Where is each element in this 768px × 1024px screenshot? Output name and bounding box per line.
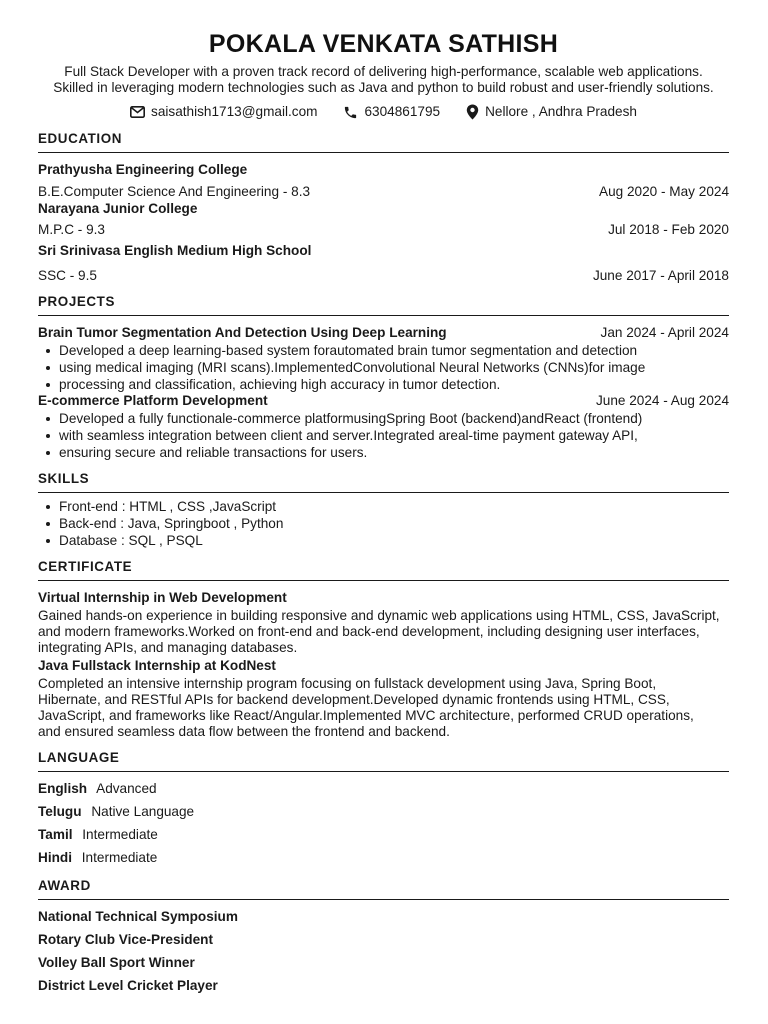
dates: Jul 2018 - Feb 2020	[608, 222, 729, 237]
contact-phone[interactable]	[343, 104, 440, 120]
projects-heading: PROJECTS	[38, 294, 729, 316]
education-item	[38, 243, 729, 284]
project-bullets	[38, 410, 729, 461]
description-line: Gained hands-on experience in building responsive and dynamic web applications using HTML, CSS, JavaScript,	[38, 608, 720, 623]
contact-location	[466, 104, 637, 120]
language-name: Tamil	[38, 827, 73, 842]
project-item	[38, 393, 729, 461]
contact-email[interactable]	[130, 104, 317, 120]
certificate-description	[38, 608, 729, 656]
candidate-name: POKALA VENKATA SATHISH	[208, 30, 559, 58]
school-name: Narayana Junior College	[38, 201, 198, 216]
award-section	[38, 909, 729, 994]
bullet-item: processing and classification, achieving high accuracy in tumor detection.	[38, 376, 729, 393]
language-name: Hindi	[38, 850, 72, 865]
description-line: JavaScript, and frameworks like React/Angular.Implemented MVC architecture, performed CRUD operations,	[38, 708, 694, 723]
map-pin-icon	[466, 104, 479, 120]
project-title-row	[38, 325, 729, 341]
language-heading: LANGUAGE	[38, 750, 729, 772]
project-title: Brain Tumor Segmentation And Detection Using Deep Learning	[38, 325, 447, 340]
language-item	[38, 827, 729, 843]
dates: June 2017 - April 2018	[592, 268, 729, 283]
project-title: E-commerce Platform Development	[38, 393, 268, 408]
award-heading: AWARD	[38, 878, 729, 900]
summary-line: Full Stack Developer with a proven track record of delivering high-performance, scalable web applications.	[64, 64, 703, 79]
certificate-item	[38, 658, 729, 740]
certificate-heading: CERTIFICATE	[38, 559, 729, 581]
skill-item: Front-end : HTML , CSS ,JavaScript	[38, 498, 729, 515]
certificate-title: Virtual Internship in Web Development	[38, 590, 287, 605]
award-item: Volley Ball Sport Winner	[38, 955, 195, 970]
certificate-title: Java Fullstack Internship at KodNest	[38, 658, 276, 673]
skills-list	[38, 498, 729, 549]
location-text: Nellore , Andhra Pradesh	[485, 104, 637, 119]
degree: SSC - 9.5	[38, 268, 97, 283]
projects-section	[38, 325, 729, 461]
description-line: Completed an intensive internship program focusing on fullstack development using Java, Spring Boot,	[38, 676, 657, 691]
award-item: District Level Cricket Player	[38, 978, 218, 993]
language-item	[38, 804, 729, 820]
description-line: and ensured seamless data flow between the frontend and backend.	[38, 724, 450, 739]
email-text: saisathish1713@gmail.com	[151, 104, 318, 119]
resume-page	[38, 0, 729, 1001]
contact-bar	[38, 104, 729, 120]
language-level: Intermediate	[82, 827, 158, 842]
language-level: Intermediate	[81, 850, 158, 865]
language-level: Advanced	[96, 781, 157, 796]
bullet-item: with seamless integration between client and server.Integrated areal-time payment gateway API,	[38, 427, 729, 444]
bullet-item: ensuring secure and reliable transactions for users.	[38, 444, 729, 461]
education-detail-row	[38, 184, 729, 200]
language-name: English	[38, 781, 88, 796]
phone-icon	[343, 105, 358, 120]
project-item	[38, 325, 729, 393]
phone-text: 6304861795	[364, 104, 441, 119]
education-item	[38, 201, 729, 238]
degree: B.E.Computer Science And Engineering - 8.3	[38, 184, 311, 199]
description-line: and modern frameworks.Worked on front-end and back-end development, including designing user interfaces,	[38, 624, 700, 639]
dates: June 2024 - Aug 2024	[595, 393, 729, 408]
skill-item: Database : SQL , PSQL	[38, 532, 729, 549]
description-line: Hibernate, and RESTful APIs for backend development.Developed dynamic frontends using HTML, CSS,	[38, 692, 670, 707]
school-name: Sri Srinivasa English Medium High School	[38, 243, 312, 258]
dates: Jan 2024 - April 2024	[600, 325, 729, 340]
certificate-section	[38, 590, 729, 740]
project-bullets	[38, 342, 729, 393]
education-item	[38, 162, 729, 200]
envelope-icon	[130, 106, 145, 118]
education-detail-row	[38, 268, 729, 284]
language-item	[38, 850, 729, 866]
award-item: Rotary Club Vice-President	[38, 932, 214, 947]
language-section	[38, 781, 729, 866]
skill-item: Back-end : Java, Springboot , Python	[38, 515, 729, 532]
education-heading: EDUCATION	[38, 131, 729, 153]
bullet-item: Developed a deep learning-based system forautomated brain tumor segmentation and detection	[38, 342, 729, 359]
certificate-description	[38, 676, 729, 740]
dates: Aug 2020 - May 2024	[599, 184, 729, 199]
description-line: integrating APIs, and managing databases.	[38, 640, 298, 655]
summary	[38, 64, 729, 96]
summary-line: Skilled in leveraging modern technologies such as Java and python to build robust and user-friendly solutions.	[53, 80, 714, 95]
education-section	[38, 162, 729, 284]
language-item	[38, 781, 729, 797]
project-title-row	[38, 393, 729, 409]
skills-heading: SKILLS	[38, 471, 729, 493]
language-level: Native Language	[91, 804, 195, 819]
degree: M.P.C - 9.3	[38, 222, 105, 237]
education-detail-row	[38, 222, 729, 238]
award-item: National Technical Symposium	[38, 909, 238, 924]
language-name: Telugu	[38, 804, 82, 819]
bullet-item: Developed a fully functionale-commerce platformusingSpring Boot (backend)andReact (frontend)	[38, 410, 729, 427]
bullet-item: using medical imaging (MRI scans).ImplementedConvolutional Neural Networks (CNNs)for image	[38, 359, 729, 376]
certificate-item	[38, 590, 729, 656]
school-name: Prathyusha Engineering College	[38, 162, 248, 177]
